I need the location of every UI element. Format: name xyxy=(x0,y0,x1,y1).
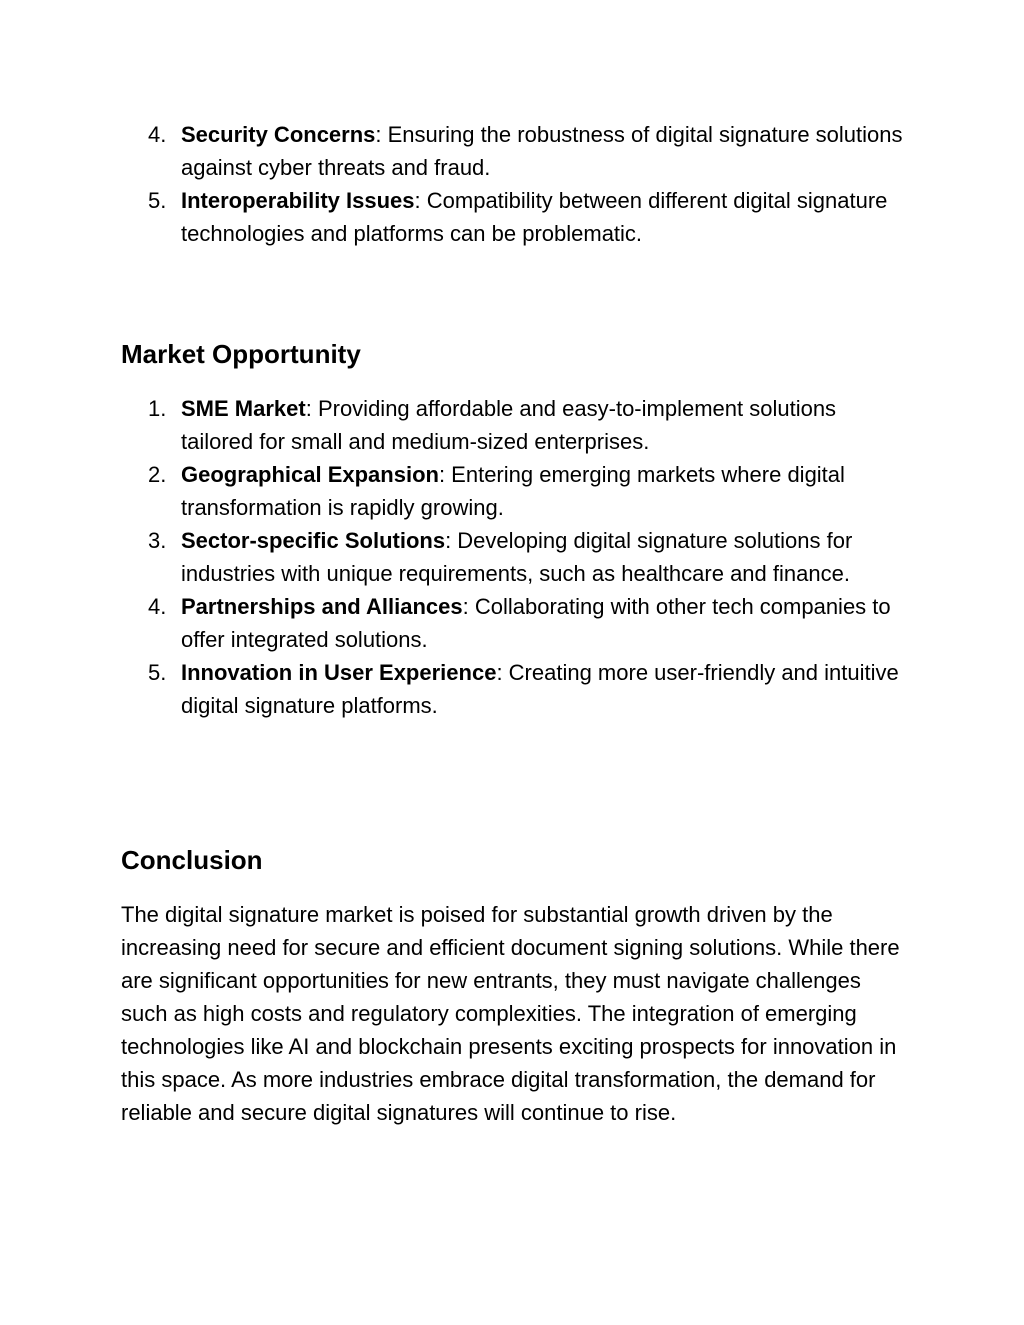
list-item xyxy=(0,656,1024,722)
list-item-description: : Collaborating with other tech companies to offer integrated solutions. xyxy=(181,594,891,652)
list-item-term: SME Market xyxy=(181,396,306,421)
list-item-text xyxy=(181,118,914,184)
section-heading-market-opportunity: Market Opportunity xyxy=(121,339,361,369)
list-item-description: : Developing digital signature solutions for industries with unique requirements, such as healthcare and finance. xyxy=(181,528,853,586)
list-item xyxy=(0,590,1024,656)
list-item-description: : Entering emerging markets where digital transformation is rapidly growing. xyxy=(181,462,845,520)
list-item-term: Interoperability Issues xyxy=(181,188,415,213)
list-item-number: 4. xyxy=(148,594,167,619)
list-item-text xyxy=(181,590,914,656)
list-item xyxy=(0,392,1024,458)
list-item-number: 1. xyxy=(148,396,167,421)
list-item-number: 5. xyxy=(148,660,167,685)
list-item-number: 4. xyxy=(148,122,167,147)
list-item-text xyxy=(181,524,914,590)
list-item xyxy=(0,458,1024,524)
list-item-term: Security Concerns xyxy=(181,122,376,147)
list-item xyxy=(0,524,1024,590)
list-item-number: 2. xyxy=(148,462,167,487)
list-item-description: : Ensuring the robustness of digital signature solutions against cyber threats and fraud. xyxy=(181,122,903,180)
list-item-text xyxy=(181,392,914,458)
list-item-term: Partnerships and Alliances xyxy=(181,594,463,619)
list-item-text xyxy=(181,458,914,524)
list-item xyxy=(0,184,1024,250)
list-item-term: Geographical Expansion xyxy=(181,462,439,487)
list-item-number: 3. xyxy=(148,528,167,553)
list-item-text xyxy=(181,656,914,722)
list-item-text xyxy=(181,184,914,250)
list-item xyxy=(0,118,1024,184)
challenges-list xyxy=(0,118,1024,250)
list-item-number: 5. xyxy=(148,188,167,213)
list-item-description: : Creating more user-friendly and intuitive digital signature platforms. xyxy=(181,660,899,718)
section-heading-conclusion: Conclusion xyxy=(121,845,263,875)
conclusion-paragraph: The digital signature market is poised for substantial growth driven by the increasing need for secure and efficient document signing solutions. While there are significant opportunities for new entrants, they must navigate challenges such as high costs and regulatory complexities. The integration of emerging technologies like AI and blockchain presents exciting prospects for innovation in this space. As more industries embrace digital transformation, the demand for reliable and secure digital signatures will continue to rise. xyxy=(121,902,900,1125)
list-item-description: : Compatibility between different digital signature technologies and platforms can be problematic. xyxy=(181,188,888,246)
list-item-term: Sector-specific Solutions xyxy=(181,528,446,553)
list-item-term: Innovation in User Experience xyxy=(181,660,497,685)
market-opportunity-list xyxy=(0,392,1024,722)
list-item-description: : Providing affordable and easy-to-implement solutions tailored for small and medium-sized enterprises. xyxy=(181,396,837,454)
